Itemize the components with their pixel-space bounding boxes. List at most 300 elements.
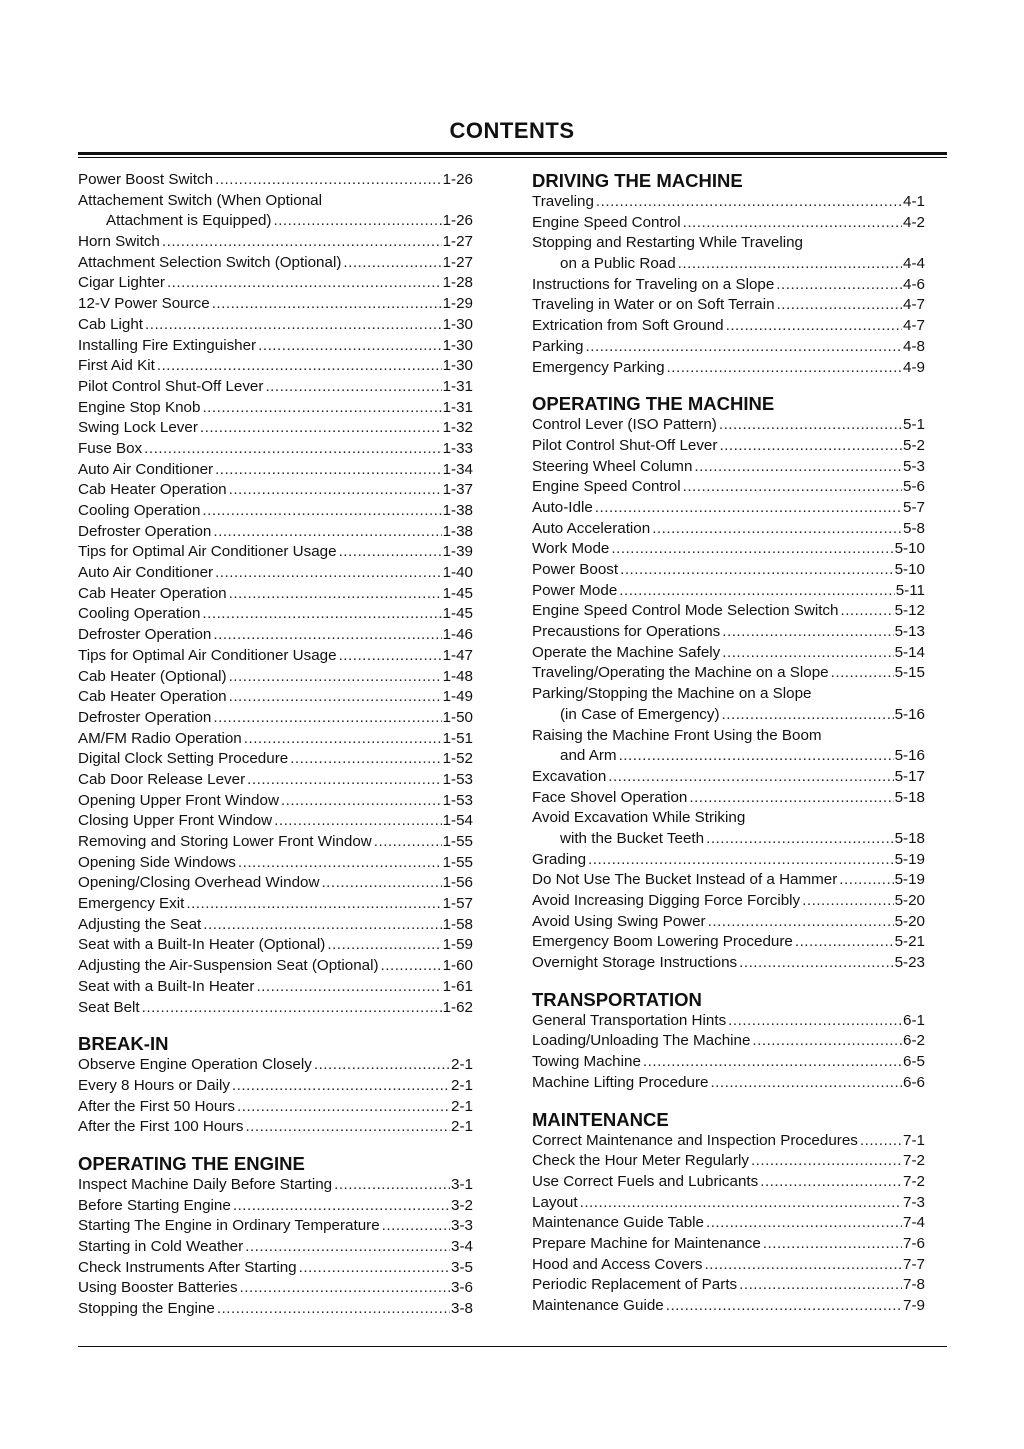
toc-entry-page: 3-5 bbox=[451, 1258, 473, 1276]
toc-entry[interactable] bbox=[78, 1076, 473, 1097]
toc-entry-page: 5-2 bbox=[903, 436, 925, 454]
toc-entry[interactable] bbox=[78, 1055, 473, 1076]
dot-leader bbox=[840, 601, 893, 622]
toc-entry[interactable] bbox=[532, 436, 925, 457]
toc-entry-page: 3-3 bbox=[451, 1217, 473, 1235]
toc-entry-page: 1-47 bbox=[442, 646, 473, 664]
toc-entry[interactable] bbox=[78, 232, 473, 253]
toc-entry-page: 1-30 bbox=[442, 315, 473, 333]
toc-entry-page: 1-59 bbox=[442, 936, 473, 954]
toc-entry[interactable] bbox=[532, 519, 925, 540]
toc-entry-label: Cab Heater Operation bbox=[78, 584, 227, 602]
toc-entry-label: After the First 50 Hours bbox=[78, 1097, 235, 1115]
section-spacer bbox=[78, 1018, 473, 1033]
toc-entry-page: 7-8 bbox=[903, 1276, 925, 1294]
toc-entry-label: Precaustions for Operations bbox=[532, 623, 721, 641]
toc-entry-page: 1-33 bbox=[442, 439, 473, 457]
toc-entry-label: Emergency Parking bbox=[532, 358, 665, 376]
toc-entry-label: Seat with a Built-In Heater (Optional) bbox=[78, 936, 326, 954]
toc-entry[interactable] bbox=[532, 788, 925, 809]
dot-leader bbox=[144, 439, 441, 460]
dot-leader bbox=[381, 956, 442, 977]
toc-entry[interactable] bbox=[78, 729, 473, 750]
toc-entry-page: 5-12 bbox=[894, 602, 925, 620]
dot-leader bbox=[314, 1055, 450, 1076]
dot-leader bbox=[215, 170, 442, 191]
toc-entry[interactable] bbox=[78, 439, 473, 460]
toc-entry-page: 1-38 bbox=[442, 522, 473, 540]
toc-entry[interactable] bbox=[532, 601, 925, 622]
toc-entry[interactable] bbox=[78, 956, 473, 977]
toc-entry[interactable] bbox=[78, 170, 473, 191]
toc-entry[interactable] bbox=[532, 539, 925, 560]
dot-leader bbox=[683, 477, 902, 498]
toc-entry[interactable] bbox=[78, 873, 473, 894]
toc-entry[interactable] bbox=[78, 1196, 473, 1217]
toc-entry-label: Auto Air Conditioner bbox=[78, 564, 214, 582]
toc-entry-label: Power Boost bbox=[532, 561, 619, 578]
dot-leader bbox=[157, 356, 442, 377]
toc-entry-label: Overnight Storage Instructions bbox=[532, 954, 738, 972]
toc-entry-page: 1-45 bbox=[442, 584, 473, 602]
toc-entry-page: 1-27 bbox=[442, 233, 473, 251]
dot-leader bbox=[245, 1117, 450, 1138]
toc-entry-label: Auto Acceleration bbox=[532, 519, 651, 537]
dot-leader bbox=[752, 1031, 902, 1052]
section-heading: OPERATING THE ENGINE bbox=[78, 1152, 305, 1174]
toc-entry[interactable] bbox=[78, 294, 473, 315]
toc-entry-label: Starting in Cold Weather bbox=[78, 1238, 244, 1255]
toc-entry-label: Cab Heater Operation bbox=[78, 688, 227, 706]
toc-entry-page: 7-3 bbox=[903, 1193, 925, 1211]
toc-entry-label: Engine Speed Control bbox=[532, 478, 681, 496]
toc-entry-page: 3-4 bbox=[451, 1238, 473, 1255]
toc-entry-page: 2-1 bbox=[451, 1097, 473, 1115]
toc-entry[interactable] bbox=[78, 563, 473, 584]
dot-leader bbox=[343, 253, 441, 274]
toc-entry-page: 1-28 bbox=[442, 274, 473, 292]
toc-entry[interactable] bbox=[532, 1151, 925, 1172]
dot-leader bbox=[339, 542, 442, 563]
toc-entry[interactable] bbox=[532, 891, 925, 912]
toc-entry[interactable] bbox=[78, 501, 473, 522]
toc-entry-label: First Aid Kit bbox=[78, 357, 155, 375]
dot-leader bbox=[232, 1076, 450, 1097]
page-title: CONTENTS bbox=[449, 118, 575, 143]
toc-entry-label-continued: (in Case of Emergency) bbox=[560, 705, 720, 723]
toc-entry-label: AM/FM Radio Operation bbox=[78, 729, 242, 747]
toc-entry[interactable] bbox=[532, 1193, 925, 1214]
dot-leader bbox=[237, 1097, 450, 1118]
toc-entry-page: 5-16 bbox=[894, 705, 925, 723]
toc-entry-page: 5-18 bbox=[894, 829, 925, 847]
dot-leader bbox=[763, 1234, 902, 1255]
toc-entry-label: Adjusting the Air-Suspension Seat (Optional) bbox=[78, 957, 379, 975]
toc-entry[interactable] bbox=[532, 1172, 925, 1193]
toc-entry[interactable] bbox=[532, 1213, 925, 1234]
toc-entry-label: Towing Machine bbox=[532, 1053, 641, 1071]
dot-leader bbox=[229, 480, 442, 501]
dot-leader bbox=[722, 622, 893, 643]
toc-entry-page: 1-26 bbox=[442, 171, 473, 188]
toc-entry[interactable] bbox=[78, 687, 473, 708]
toc-entry[interactable] bbox=[532, 254, 925, 275]
toc-entry-page: 1-46 bbox=[442, 626, 473, 644]
toc-entry-label: Excavation bbox=[532, 767, 607, 785]
toc-entry[interactable] bbox=[78, 915, 473, 936]
toc-entry[interactable] bbox=[78, 1175, 473, 1196]
toc-entry[interactable] bbox=[532, 912, 925, 933]
toc-entry[interactable] bbox=[78, 1278, 473, 1299]
toc-entry[interactable] bbox=[532, 560, 925, 581]
toc-entry-label: Do Not Use The Bucket Instead of a Hammer bbox=[532, 871, 838, 889]
toc-entry-label: Engine Speed Control bbox=[532, 213, 681, 231]
toc-entry-label: After the First 100 Hours bbox=[78, 1118, 244, 1136]
toc-section bbox=[532, 989, 925, 1094]
toc-entry-label: Starting The Engine in Ordinary Temperature bbox=[78, 1217, 380, 1235]
toc-entry[interactable] bbox=[532, 932, 925, 953]
dot-leader bbox=[229, 584, 442, 605]
toc-entry-label: 12-V Power Source bbox=[78, 295, 210, 313]
toc-entry-page: 5-19 bbox=[894, 850, 925, 868]
toc-entry[interactable] bbox=[532, 415, 925, 436]
toc-entry-page: 1-61 bbox=[442, 977, 473, 995]
toc-entry[interactable] bbox=[78, 542, 473, 563]
dot-leader bbox=[706, 829, 894, 850]
toc-entry[interactable] bbox=[532, 275, 925, 296]
toc-entry-page: 1-57 bbox=[442, 895, 473, 913]
toc-entry[interactable] bbox=[78, 253, 473, 274]
toc-entry[interactable] bbox=[78, 998, 473, 1019]
dot-leader bbox=[580, 1193, 902, 1214]
section-spacer bbox=[78, 1138, 473, 1153]
toc-entry-label: General Transportation Hints bbox=[532, 1011, 727, 1029]
toc-entry-label: Stopping the Engine bbox=[78, 1300, 215, 1318]
toc-entry-label: Work Mode bbox=[532, 540, 610, 558]
dot-leader bbox=[652, 519, 902, 540]
toc-entry[interactable] bbox=[78, 460, 473, 481]
toc-entry[interactable] bbox=[78, 377, 473, 398]
toc-entry[interactable] bbox=[78, 336, 473, 357]
toc-entry-label: Traveling bbox=[532, 193, 594, 210]
toc-entry-label: Layout bbox=[532, 1193, 578, 1211]
toc-entry-page: 1-53 bbox=[442, 770, 473, 788]
toc-entry-page: 1-38 bbox=[442, 502, 473, 519]
toc-entry-page: 1-52 bbox=[442, 750, 473, 768]
toc-entry-page: 1-58 bbox=[442, 915, 473, 933]
toc-entry-label: Engine Stop Knob bbox=[78, 398, 201, 416]
toc-entry-label: Swing Lock Lever bbox=[78, 419, 198, 437]
toc-entry-label: Seat Belt bbox=[78, 998, 140, 1016]
toc-entry-label: Check Instruments After Starting bbox=[78, 1258, 297, 1276]
toc-entry[interactable] bbox=[78, 708, 473, 729]
toc-entry[interactable] bbox=[532, 643, 925, 664]
dot-leader bbox=[142, 998, 442, 1019]
dot-leader bbox=[739, 953, 893, 974]
toc-entry[interactable] bbox=[78, 791, 473, 812]
toc-entry[interactable] bbox=[532, 1052, 925, 1073]
dot-leader bbox=[240, 1278, 451, 1299]
dot-leader bbox=[203, 915, 441, 936]
toc-entry-label: Pilot Control Shut-Off Lever bbox=[532, 436, 718, 454]
toc-entry-label-continued: Attachment is Equipped) bbox=[106, 212, 272, 230]
toc-entry-page: 7-2 bbox=[903, 1152, 925, 1170]
toc-entry-page: 5-17 bbox=[894, 767, 925, 785]
toc-entry-label: Stopping and Restarting While Traveling bbox=[532, 234, 803, 252]
toc-entry-page: 1-56 bbox=[442, 874, 473, 892]
toc-entry-label: Opening/Closing Overhead Window bbox=[78, 874, 320, 892]
toc-entry-label: Cigar Lighter bbox=[78, 274, 165, 292]
toc-entry-label: Tips for Optimal Air Conditioner Usage bbox=[78, 543, 337, 561]
toc-entry-label: Before Starting Engine bbox=[78, 1196, 231, 1214]
toc-entry[interactable] bbox=[532, 870, 925, 891]
toc-entry[interactable] bbox=[532, 457, 925, 478]
toc-entry[interactable] bbox=[78, 770, 473, 791]
dot-leader bbox=[233, 1196, 450, 1217]
dot-leader bbox=[739, 1275, 902, 1296]
toc-entry-label: Defroster Operation bbox=[78, 626, 212, 644]
toc-entry[interactable] bbox=[78, 853, 473, 874]
section-heading: MAINTENANCE bbox=[532, 1108, 669, 1130]
toc-entry-label: Maintenance Guide bbox=[532, 1297, 664, 1314]
dot-leader bbox=[643, 1052, 902, 1073]
dot-leader bbox=[217, 1299, 450, 1320]
toc-section bbox=[532, 393, 925, 974]
toc-entry[interactable] bbox=[78, 749, 473, 770]
toc-entry[interactable] bbox=[532, 295, 925, 316]
footer-rule bbox=[78, 1346, 947, 1347]
toc-entry[interactable] bbox=[532, 192, 925, 213]
dot-leader bbox=[620, 560, 893, 581]
dot-leader bbox=[611, 539, 893, 560]
toc-entry[interactable] bbox=[532, 1275, 925, 1296]
dot-leader bbox=[274, 811, 441, 832]
dot-leader bbox=[795, 932, 894, 953]
dot-leader bbox=[831, 663, 894, 684]
toc-entry-page: 1-27 bbox=[442, 253, 473, 271]
toc-entry-page: 5-6 bbox=[903, 478, 925, 496]
section-heading: OPERATING THE MACHINE bbox=[532, 393, 775, 415]
toc-entry-label: Seat with a Built-In Heater bbox=[78, 977, 255, 995]
toc-entry[interactable] bbox=[78, 1097, 473, 1118]
toc-entry-label: Hood and Access Covers bbox=[532, 1255, 703, 1273]
toc-entry[interactable] bbox=[532, 829, 925, 850]
toc-entry[interactable] bbox=[78, 832, 473, 853]
toc-entry-page: 4-7 bbox=[903, 296, 925, 314]
toc-entry-page: 5-20 bbox=[894, 892, 925, 909]
toc-entry-page: 3-1 bbox=[451, 1175, 473, 1193]
toc-entry[interactable] bbox=[532, 746, 925, 767]
toc-entry[interactable] bbox=[78, 667, 473, 688]
toc-entry-label: Removing and Storing Lower Front Window bbox=[78, 833, 372, 850]
toc-entry-page: 1-50 bbox=[442, 708, 473, 726]
toc-entry-page: 1-53 bbox=[442, 791, 473, 809]
toc-entry-page: 5-16 bbox=[894, 747, 925, 765]
toc-entry[interactable] bbox=[532, 213, 925, 234]
toc-entry-label: Pilot Control Shut-Off Lever bbox=[78, 377, 264, 395]
toc-entry-label: Periodic Replacement of Parts bbox=[532, 1276, 738, 1294]
toc-entry-label: Cab Light bbox=[78, 315, 144, 333]
toc-entry-label: Installing Fire Extinguisher bbox=[78, 336, 257, 354]
toc-entry-label: Observe Engine Operation Closely bbox=[78, 1056, 312, 1074]
toc-entry-page: 1-62 bbox=[442, 998, 473, 1016]
toc-entry-page: 5-20 bbox=[894, 912, 925, 930]
dot-leader bbox=[728, 1011, 902, 1032]
toc-entry-label: Emergency Boom Lowering Procedure bbox=[532, 933, 793, 951]
toc-section bbox=[532, 170, 925, 378]
dot-leader bbox=[327, 935, 441, 956]
toc-entry-page: 7-2 bbox=[903, 1172, 925, 1190]
toc-entry[interactable] bbox=[532, 850, 925, 871]
toc-entry[interactable] bbox=[532, 767, 925, 788]
dot-leader bbox=[683, 213, 902, 234]
toc-entry[interactable] bbox=[532, 1011, 925, 1032]
dot-leader bbox=[213, 708, 441, 729]
toc-entry-page: 1-37 bbox=[442, 481, 473, 499]
toc-entry[interactable] bbox=[78, 273, 473, 294]
toc-entry-page: 5-3 bbox=[903, 457, 925, 475]
dot-leader bbox=[860, 1131, 902, 1152]
toc-entry[interactable] bbox=[532, 337, 925, 358]
dot-leader bbox=[167, 273, 442, 294]
toc-entry[interactable] bbox=[78, 398, 473, 419]
toc-entry-page: 5-1 bbox=[903, 416, 925, 434]
toc-entry[interactable] bbox=[78, 315, 473, 336]
toc-entry-label: Face Shovel Operation bbox=[532, 788, 688, 806]
toc-entry[interactable] bbox=[78, 1216, 473, 1237]
header-rule-thick bbox=[78, 152, 947, 155]
dot-leader bbox=[382, 1216, 450, 1237]
dot-leader bbox=[619, 746, 894, 767]
toc-entry[interactable] bbox=[78, 356, 473, 377]
toc-entry[interactable] bbox=[532, 1131, 925, 1152]
header-rule-thin bbox=[78, 157, 947, 158]
toc-entry-label: Check the Hour Meter Regularly bbox=[532, 1152, 749, 1170]
toc-entry[interactable] bbox=[532, 953, 925, 974]
toc-entry[interactable] bbox=[78, 625, 473, 646]
dot-leader bbox=[145, 315, 442, 336]
toc-entry[interactable] bbox=[532, 1255, 925, 1276]
dot-leader bbox=[212, 294, 442, 315]
dot-leader bbox=[215, 563, 442, 584]
toc-entry-label: Raising the Machine Front Using the Boom bbox=[532, 726, 822, 744]
dot-leader bbox=[245, 1237, 450, 1258]
toc-entry-page: 5-21 bbox=[894, 933, 925, 951]
toc-entry-page: 1-31 bbox=[442, 377, 473, 395]
dot-leader bbox=[202, 604, 441, 625]
toc-entry-label: Inspect Machine Daily Before Starting bbox=[78, 1175, 333, 1193]
toc-entry[interactable] bbox=[532, 1073, 925, 1094]
toc-entry[interactable] bbox=[532, 705, 925, 726]
dot-leader bbox=[751, 1151, 902, 1172]
toc-entry-label: Closing Upper Front Window bbox=[78, 812, 273, 830]
toc-entry[interactable] bbox=[78, 211, 473, 232]
toc-entry-page: 3-2 bbox=[451, 1196, 473, 1214]
dot-leader bbox=[705, 1255, 903, 1276]
toc-entry[interactable] bbox=[532, 622, 925, 643]
toc-entry-label: Every 8 Hours or Daily bbox=[78, 1076, 230, 1094]
toc-entry-page: 2-1 bbox=[451, 1118, 473, 1136]
section-spacer bbox=[532, 1094, 925, 1109]
toc-entry-page: 5-13 bbox=[894, 623, 925, 641]
dot-leader bbox=[186, 894, 441, 915]
toc-entry-label-continued: on a Public Road bbox=[560, 255, 676, 273]
toc-entry-page: 4-8 bbox=[903, 337, 925, 355]
toc-entry-page: 1-30 bbox=[442, 357, 473, 375]
toc-entry-page: 1-39 bbox=[442, 543, 473, 561]
toc-entry-label: Grading bbox=[532, 850, 587, 868]
toc-entry[interactable] bbox=[78, 1237, 473, 1258]
toc-entry[interactable] bbox=[78, 604, 473, 625]
dot-leader bbox=[588, 850, 894, 871]
toc-entry[interactable] bbox=[532, 316, 925, 337]
toc-entry-page: 5-19 bbox=[894, 871, 925, 889]
toc-entry[interactable] bbox=[78, 1117, 473, 1138]
dot-leader bbox=[215, 460, 442, 481]
toc-entry-label: Parking bbox=[532, 337, 584, 355]
dot-leader bbox=[229, 667, 442, 688]
toc-entry[interactable] bbox=[78, 1258, 473, 1279]
dot-leader bbox=[719, 436, 902, 457]
toc-entry-label: Engine Speed Control Mode Selection Switch bbox=[532, 602, 839, 620]
dot-leader bbox=[678, 254, 902, 275]
dot-leader bbox=[608, 767, 893, 788]
dot-leader bbox=[719, 415, 902, 436]
toc-entry[interactable] bbox=[532, 498, 925, 519]
toc-section bbox=[78, 1033, 473, 1138]
toc-entry[interactable] bbox=[78, 480, 473, 501]
toc-entry[interactable] bbox=[78, 418, 473, 439]
toc-entry-page: 1-32 bbox=[442, 419, 473, 437]
toc-entry[interactable] bbox=[78, 977, 473, 998]
toc-entry[interactable] bbox=[532, 1234, 925, 1255]
toc-entry[interactable] bbox=[78, 894, 473, 915]
toc-entry[interactable] bbox=[78, 584, 473, 605]
toc-entry-page: 7-4 bbox=[903, 1214, 925, 1232]
toc-entry-page: 7-6 bbox=[903, 1234, 925, 1252]
dot-leader bbox=[258, 336, 441, 357]
toc-entry-label: Adjusting the Seat bbox=[78, 915, 202, 933]
toc-entry[interactable] bbox=[532, 358, 925, 379]
toc-entry[interactable] bbox=[78, 646, 473, 667]
toc-entry[interactable] bbox=[532, 1031, 925, 1052]
dot-leader bbox=[281, 791, 442, 812]
section-heading: DRIVING THE MACHINE bbox=[532, 170, 743, 191]
toc-entry[interactable] bbox=[532, 581, 925, 602]
toc-entry[interactable] bbox=[78, 522, 473, 543]
toc-entry[interactable] bbox=[532, 477, 925, 498]
toc-entry[interactable] bbox=[78, 935, 473, 956]
dot-leader bbox=[334, 1175, 450, 1196]
toc-entry-page: 2-1 bbox=[451, 1076, 473, 1094]
section-heading: TRANSPORTATION bbox=[532, 988, 702, 1010]
toc-entry[interactable] bbox=[532, 1296, 925, 1317]
toc-entry-page: 4-7 bbox=[903, 317, 925, 335]
toc-entry-label: Opening Side Windows bbox=[78, 853, 236, 871]
toc-entry[interactable] bbox=[78, 811, 473, 832]
dot-leader bbox=[726, 316, 902, 337]
toc-entry-page: 1-26 bbox=[442, 212, 473, 230]
toc-entry-label: Power Boost Switch bbox=[78, 171, 214, 188]
dot-leader bbox=[213, 522, 441, 543]
toc-entry[interactable] bbox=[532, 663, 925, 684]
toc-entry-page: 4-1 bbox=[903, 193, 925, 210]
toc-entry-label: Operate the Machine Safely bbox=[532, 643, 721, 661]
toc-entry[interactable] bbox=[78, 1299, 473, 1320]
dot-leader bbox=[586, 337, 903, 358]
dot-leader bbox=[706, 1213, 902, 1234]
dot-leader bbox=[839, 870, 893, 891]
